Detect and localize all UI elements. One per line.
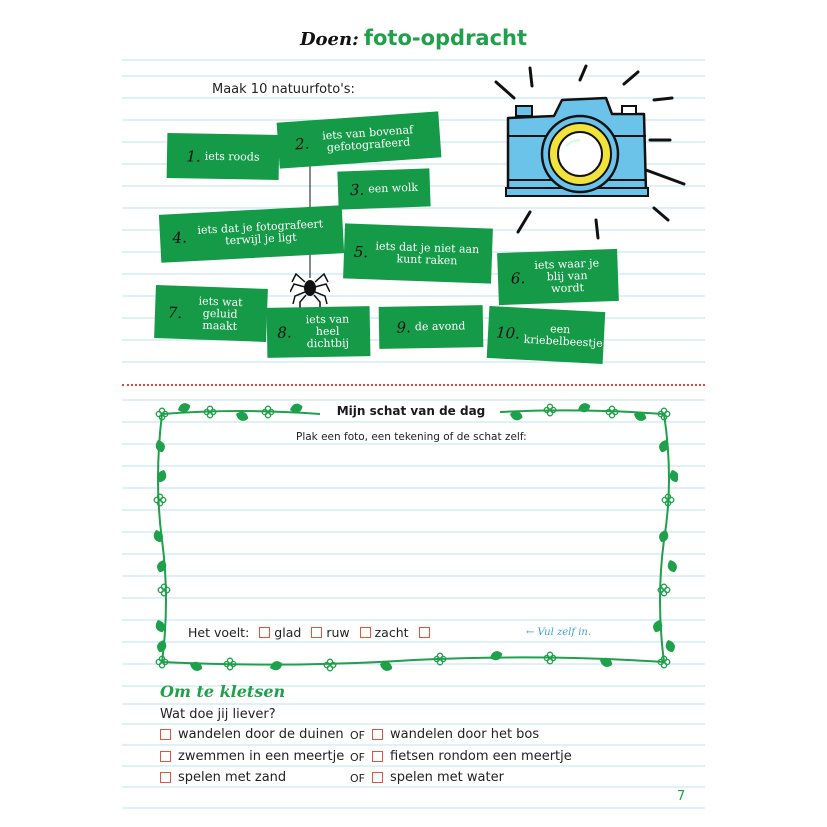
- task-number: 9.: [396, 318, 412, 337]
- task-card: [343, 223, 493, 283]
- task-number: 3.: [349, 180, 365, 200]
- chat-title: Om te kletsen: [160, 682, 286, 701]
- choice-option[interactable]: [160, 770, 286, 785]
- task-number: 5.: [353, 242, 369, 261]
- choice-option[interactable]: [160, 727, 344, 742]
- checkbox-icon[interactable]: [160, 772, 171, 783]
- checkbox-icon[interactable]: [419, 627, 430, 638]
- task-card: [267, 306, 371, 358]
- task-number: 4.: [171, 228, 188, 248]
- task-card: [167, 133, 280, 180]
- title-prefix: Doen:: [299, 29, 359, 50]
- choice-option[interactable]: [160, 749, 344, 764]
- task-card: [487, 306, 606, 364]
- checkbox-icon[interactable]: [372, 729, 383, 740]
- task-card: [379, 305, 484, 349]
- choice-label: zwemmen in een meertje: [178, 749, 345, 764]
- feel-option-label: glad: [274, 625, 302, 640]
- choice-label: spelen met zand: [178, 770, 287, 785]
- camera-icon: [488, 60, 698, 245]
- choice-label: spelen met water: [390, 770, 504, 785]
- task-text: iets wat geluid maakt: [198, 294, 243, 333]
- task-text: een kriebelbeestje: [523, 322, 603, 350]
- task-number: 6.: [510, 269, 526, 288]
- task-number: 1.: [186, 146, 201, 166]
- checkbox-icon[interactable]: [160, 729, 171, 740]
- task-card: [159, 205, 344, 263]
- choice-option[interactable]: [372, 727, 539, 742]
- checkbox-icon[interactable]: [160, 751, 171, 762]
- task-number: 10.: [495, 323, 521, 343]
- checkbox-icon[interactable]: [372, 751, 383, 762]
- chat-question: Wat doe jij liever?: [160, 707, 276, 722]
- or-label: OF: [350, 772, 365, 785]
- checkbox-icon[interactable]: [259, 627, 270, 638]
- checkbox-icon[interactable]: [372, 772, 383, 783]
- task-text: de avond: [414, 319, 466, 334]
- task-card: [497, 249, 619, 305]
- treasure-subtitle: Plak een foto, een tekening of de schat zelf:: [296, 431, 527, 443]
- page-number: 7: [677, 789, 686, 804]
- choice-option[interactable]: [372, 749, 572, 764]
- fill-in-hint: ← Vul zelf in.: [526, 627, 592, 638]
- checkbox-icon[interactable]: [360, 627, 371, 638]
- choice-option[interactable]: [372, 770, 504, 785]
- choice-label: fietsen rondom een meertje: [390, 749, 572, 764]
- task-text: iets dat je fotografeert terwijl je ligt: [197, 217, 324, 248]
- feel-option-label: ruw: [326, 625, 350, 640]
- task-text: iets waar je blij van wordt: [534, 256, 600, 296]
- or-label: OF: [350, 729, 365, 742]
- choice-label: wandelen door het bos: [390, 727, 540, 742]
- task-text: iets roods: [204, 149, 260, 164]
- task-number: 8.: [277, 323, 292, 342]
- feel-row: [188, 625, 440, 640]
- intro-text: Maak 10 natuurfoto's:: [212, 82, 355, 97]
- section-divider: [122, 384, 705, 386]
- feel-option-label: zacht: [374, 625, 409, 640]
- treasure-title: Mijn schat van de dag: [322, 404, 500, 418]
- task-text: iets van bovenaf gefotografeerd: [321, 123, 414, 155]
- task-text: iets van heel dichtbij: [305, 312, 350, 351]
- title-main: foto-opdracht: [363, 26, 528, 50]
- task-text: een wolk: [367, 180, 419, 196]
- task-card: [337, 168, 430, 209]
- task-number: 7.: [167, 302, 183, 322]
- page-title: [0, 26, 827, 50]
- task-number: 2.: [294, 134, 310, 154]
- choice-label: wandelen door de duinen: [178, 727, 344, 742]
- or-label: OF: [350, 751, 365, 764]
- task-text: iets dat je niet aan kunt raken: [375, 239, 480, 267]
- feel-label: Het voelt:: [188, 625, 250, 640]
- task-card: [154, 285, 268, 342]
- checkbox-icon[interactable]: [311, 627, 322, 638]
